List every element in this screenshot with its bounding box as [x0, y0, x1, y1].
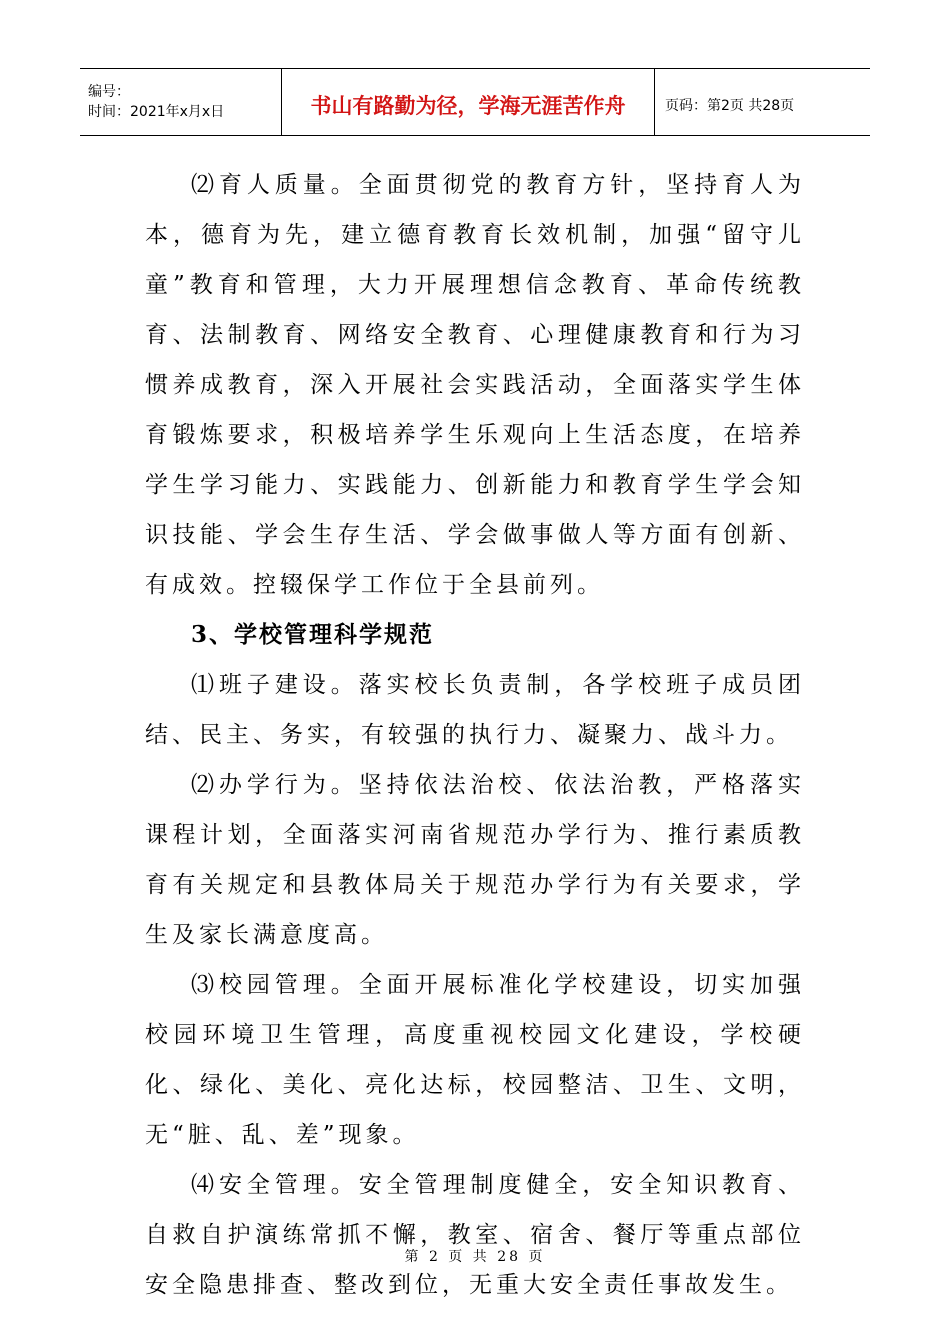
- document-header: [80, 68, 870, 136]
- page-footer: [0, 1246, 950, 1266]
- paragraph-education-quality: ⑵育人质量。全面贯彻党的教育方针，坚持育人为本，德育为先，建立德育教育长效机制，加强“留守儿童”教育和管理，大力开展理想信念教育、革命传统教育、法制教育、网络安全教育、心理健康教育和行为习惯养成教育，深入开展社会实践活动，全面落实学生体育锻炼要求，积极培养学生乐观向上生活态度，在培养学生学习能力、实践能力、创新能力和教育学生学会知识技能、学会生存生活、学会做事做人等方面有创新、有成效。控辍保学工作位于全县前列。: [145, 172, 805, 598]
- header-motto: [282, 69, 655, 135]
- paragraph-school-conduct: ⑵办学行为。坚持依法治校、依法治教，严格落实课程计划，全面落实河南省规范办学行为、推行素质教育有关规定和县教体局关于规范办学行为有关要求，学生及家长满意度高。: [145, 772, 805, 948]
- header-meta: [80, 69, 282, 135]
- date-label: 时间：2021年x月x日: [88, 104, 225, 120]
- paragraph-campus-management: ⑶校园管理。全面开展标准化学校建设，切实加强校园环境卫生管理，高度重视校园文化建设，学校硬化、绿化、美化、亮化达标，校园整洁、卫生、文明，无“脏、乱、差”现象。: [145, 972, 805, 1148]
- footer-page-number: 第 2 页 共 28 页: [404, 1249, 546, 1265]
- section-heading-school-management: 3、学校管理科学规范: [191, 621, 435, 648]
- page-info-text: 页码：第2页 共28页: [665, 98, 795, 114]
- paragraph-safety-management: ⑷安全管理。安全管理制度健全，安全知识教育、自救自护演练常抓不懈，教室、宿舍、餐厅等重点部位安全隐患排查、整改到位，无重大安全责任事故发生。: [145, 1172, 805, 1298]
- motto-text: 书山有路勤为径，学海无涯苦作舟: [310, 94, 626, 118]
- header-page-info: [655, 69, 870, 135]
- paragraph-leadership: ⑴班子建设。落实校长负责制，各学校班子成员团结、民主、务实，有较强的执行力、凝聚力、战斗力。: [145, 672, 805, 748]
- document-body: [145, 160, 805, 1310]
- code-label: 编号：: [88, 84, 130, 100]
